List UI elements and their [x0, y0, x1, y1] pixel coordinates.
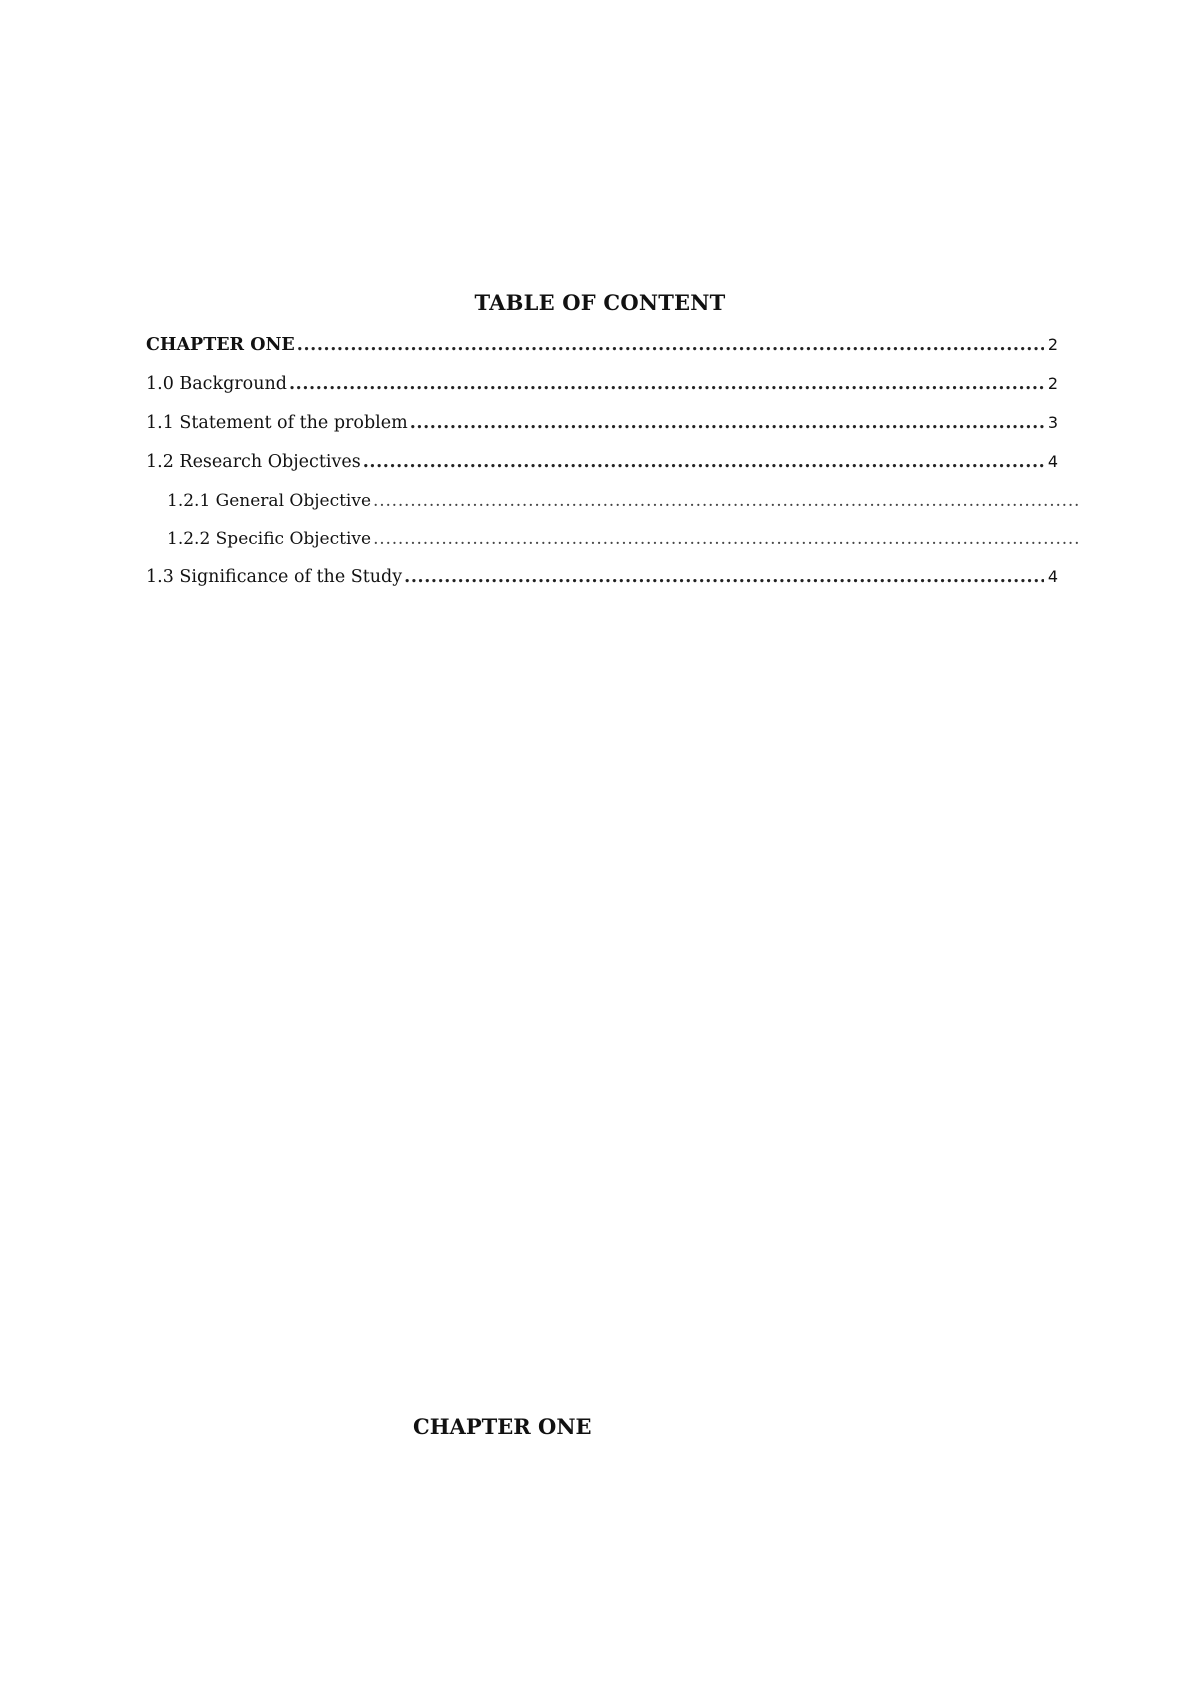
- toc-page-number: 2: [1047, 335, 1058, 354]
- toc-entry-general-objective[interactable]: [146, 490, 1094, 528]
- toc-entry-statement-of-problem[interactable]: [146, 412, 1058, 451]
- table-of-contents: [146, 334, 1058, 605]
- toc-entry-research-objectives[interactable]: [146, 451, 1058, 490]
- toc-page-number: 4: [1047, 452, 1058, 471]
- chapter-heading: CHAPTER ONE: [413, 1414, 592, 1439]
- toc-entry-text: 1.3 Significance of the Study: [146, 567, 403, 587]
- toc-leader-dots: [289, 373, 1044, 395]
- toc-page-number: 3: [1047, 413, 1058, 432]
- toc-entry-text: CHAPTER ONE: [146, 335, 295, 355]
- toc-leader-dots: [404, 566, 1044, 588]
- toc-entry-text: 1.2.1 General Objective: [167, 491, 372, 511]
- toc-leader-dots: [373, 528, 1080, 550]
- toc-entry-specific-objective[interactable]: [146, 528, 1094, 566]
- toc-entry-text: 1.2.2 Specific Objective: [167, 529, 372, 549]
- toc-leader-dots: [410, 412, 1044, 434]
- toc-leader-dots: [297, 334, 1044, 356]
- toc-entry-significance[interactable]: [146, 566, 1058, 605]
- toc-entry-background[interactable]: [146, 373, 1058, 412]
- toc-entry-text: 1.0 Background: [146, 374, 287, 394]
- toc-page-number: 2: [1047, 374, 1058, 393]
- toc-entry-chapter-one[interactable]: [146, 334, 1058, 373]
- toc-title: TABLE OF CONTENT: [474, 290, 726, 315]
- toc-leader-dots: [363, 451, 1044, 473]
- toc-entry-text: 1.2 Research Objectives: [146, 452, 361, 472]
- toc-entry-text: 1.1 Statement of the problem: [146, 413, 408, 433]
- toc-leader-dots: [373, 490, 1080, 512]
- toc-page-number: 4: [1047, 567, 1058, 586]
